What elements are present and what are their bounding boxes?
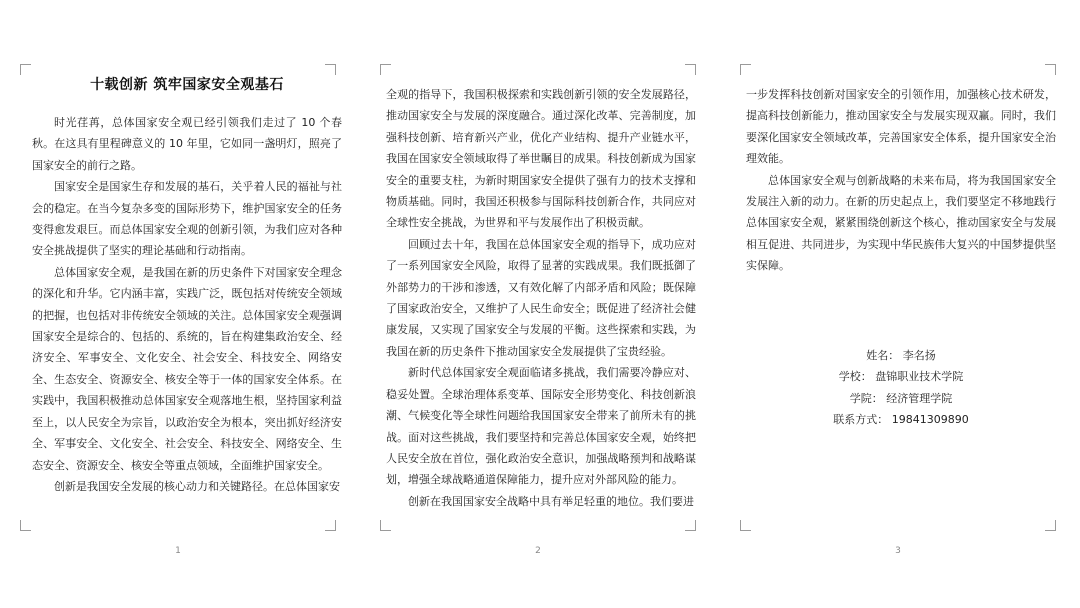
document-page-3 bbox=[720, 0, 1076, 608]
author-name: 姓名： 李名扬 bbox=[866, 348, 936, 362]
document-page-2 bbox=[360, 0, 716, 608]
corner-mark bbox=[685, 520, 696, 531]
corner-mark bbox=[740, 520, 751, 531]
corner-mark bbox=[325, 520, 336, 531]
corner-mark bbox=[20, 520, 31, 531]
paragraph: 创新在我国国家安全战略中具有举足轻重的地位。我们要进 bbox=[408, 494, 694, 508]
paragraph: 一步发挥科技创新对国家安全的引领作用，加强核心技术研发，提高科技创新能力，推动国家安全与发展实现双赢。同时，我们要深化国家安全领域改革，完善国家安全体系，提升国家安全治理效能。 bbox=[746, 88, 1056, 166]
corner-mark bbox=[380, 520, 391, 531]
document-page-1 bbox=[0, 0, 356, 608]
paragraph: 总体国家安全观与创新战略的未来布局，将为我国国家安全发展注入新的动力。在新的历史起点上，我们要坚定不移地践行总体国家安全观，紧紧围绕创新这个核心，推动国家安全与发展相互促进、共同进步，为实现中华民族伟大复兴的中国梦提供坚实保障。 bbox=[746, 173, 1056, 273]
page-number: 2 bbox=[535, 546, 541, 556]
author-contact: 联系方式： 19841309890 bbox=[833, 413, 969, 427]
corner-mark bbox=[20, 64, 31, 75]
page-content bbox=[386, 84, 696, 512]
page-number: 3 bbox=[895, 546, 901, 556]
page-number: 1 bbox=[175, 546, 181, 556]
paragraph: 全观的指导下，我国积极探索和实践创新引领的安全发展路径，推动国家安全与发展的深度融合。通过深化改革、完善制度，加强科技创新、培育新兴产业，优化产业结构、提升产业链水平，我国在国家安全领域取得了举世瞩目的成果。科技创新成为国家安全的重要支柱，为新时期国家安全提供了强有力的技术支撑和物质基础。同时，我国还积极参与国际科技创新合作，共同应对全球性安全挑战，为世界和平与发展作出了积极贡献。 bbox=[386, 88, 696, 230]
corner-mark bbox=[740, 64, 751, 75]
document-title: 十载创新 筑牢国家安全观基石 bbox=[90, 77, 284, 93]
author-college: 学院： 经济管理学院 bbox=[849, 391, 953, 405]
page-content bbox=[32, 72, 342, 497]
paragraph: 新时代总体国家安全观面临诸多挑战，我们需要冷静应对、稳妥处置。全球治理体系变革、国际安全形势变化、科技创新浪潮、气候变化等全球性问题给我国国家安全带来了前所未有的挑战。面对这些挑战，我们要坚持和完善总体国家安全观，始终把人民安全放在首位，强化政治安全意识，加强战略预判和战略谋划，增强全球战略通道保障能力，提升应对外部风险的能力。 bbox=[386, 366, 696, 487]
author-info bbox=[746, 345, 1056, 431]
paragraph: 时光荏苒，总体国家安全观已经引领我们走过了 10 个春秋。在这具有里程碑意义的 10 年里，它如同一盏明灯，照亮了国家安全的前行之路。 bbox=[32, 116, 342, 172]
corner-mark bbox=[685, 64, 696, 75]
corner-mark bbox=[1045, 520, 1056, 531]
paragraph: 回顾过去十年，我国在总体国家安全观的指导下，成功应对了一系列国家安全风险，取得了显著的实践成果。我们既抵御了外部势力的干涉和渗透，又有效化解了内部矛盾和风险；既保障了国家政治安全，又维护了人民生命安全；既促进了经济社会健康发展，又实现了国家安全与发展的平衡。这些探索和实践，为我国在新的历史条件下推动国家安全发展提供了宝贵经验。 bbox=[386, 237, 696, 358]
paragraph: 国家安全是国家生存和发展的基石，关乎着人民的福祉与社会的稳定。在当今复杂多变的国际形势下，维护国家安全的任务变得愈发艰巨。而总体国家安全观的创新引领，为我们应对各种安全挑战提供了坚实的理论基础和行动指南。 bbox=[32, 180, 342, 258]
paragraph: 总体国家安全观，是我国在新的历史条件下对国家安全理念的深化和升华。它内涵丰富，实践广泛，既包括对传统安全领域的把握，也包括对非传统安全领域的关注。总体国家安全观强调国家安全是综合的、包括的、系统的，旨在构建集政治安全、经济安全、军事安全、文化安全、社会安全、科技安全、网络安全、生态安全、资源安全、核安全等于一体的国家安全体系。在实践中，我国积极推动总体国家安全观落地生根，坚持国家利益至上，以人民安全为宗旨，以政治安全为根本，突出抓好经济安全、军事安全、文化安全、社会安全、科技安全、网络安全、生态安全、资源安全、核安全等重点领域，全面维护国家安全。 bbox=[32, 265, 342, 472]
corner-mark bbox=[1045, 64, 1056, 75]
author-school: 学校： 盘锦职业技术学院 bbox=[838, 370, 964, 384]
paragraph: 创新是我国安全发展的核心动力和关键路径。在总体国家安 bbox=[54, 479, 340, 493]
page-content bbox=[746, 84, 1056, 431]
corner-mark bbox=[380, 64, 391, 75]
